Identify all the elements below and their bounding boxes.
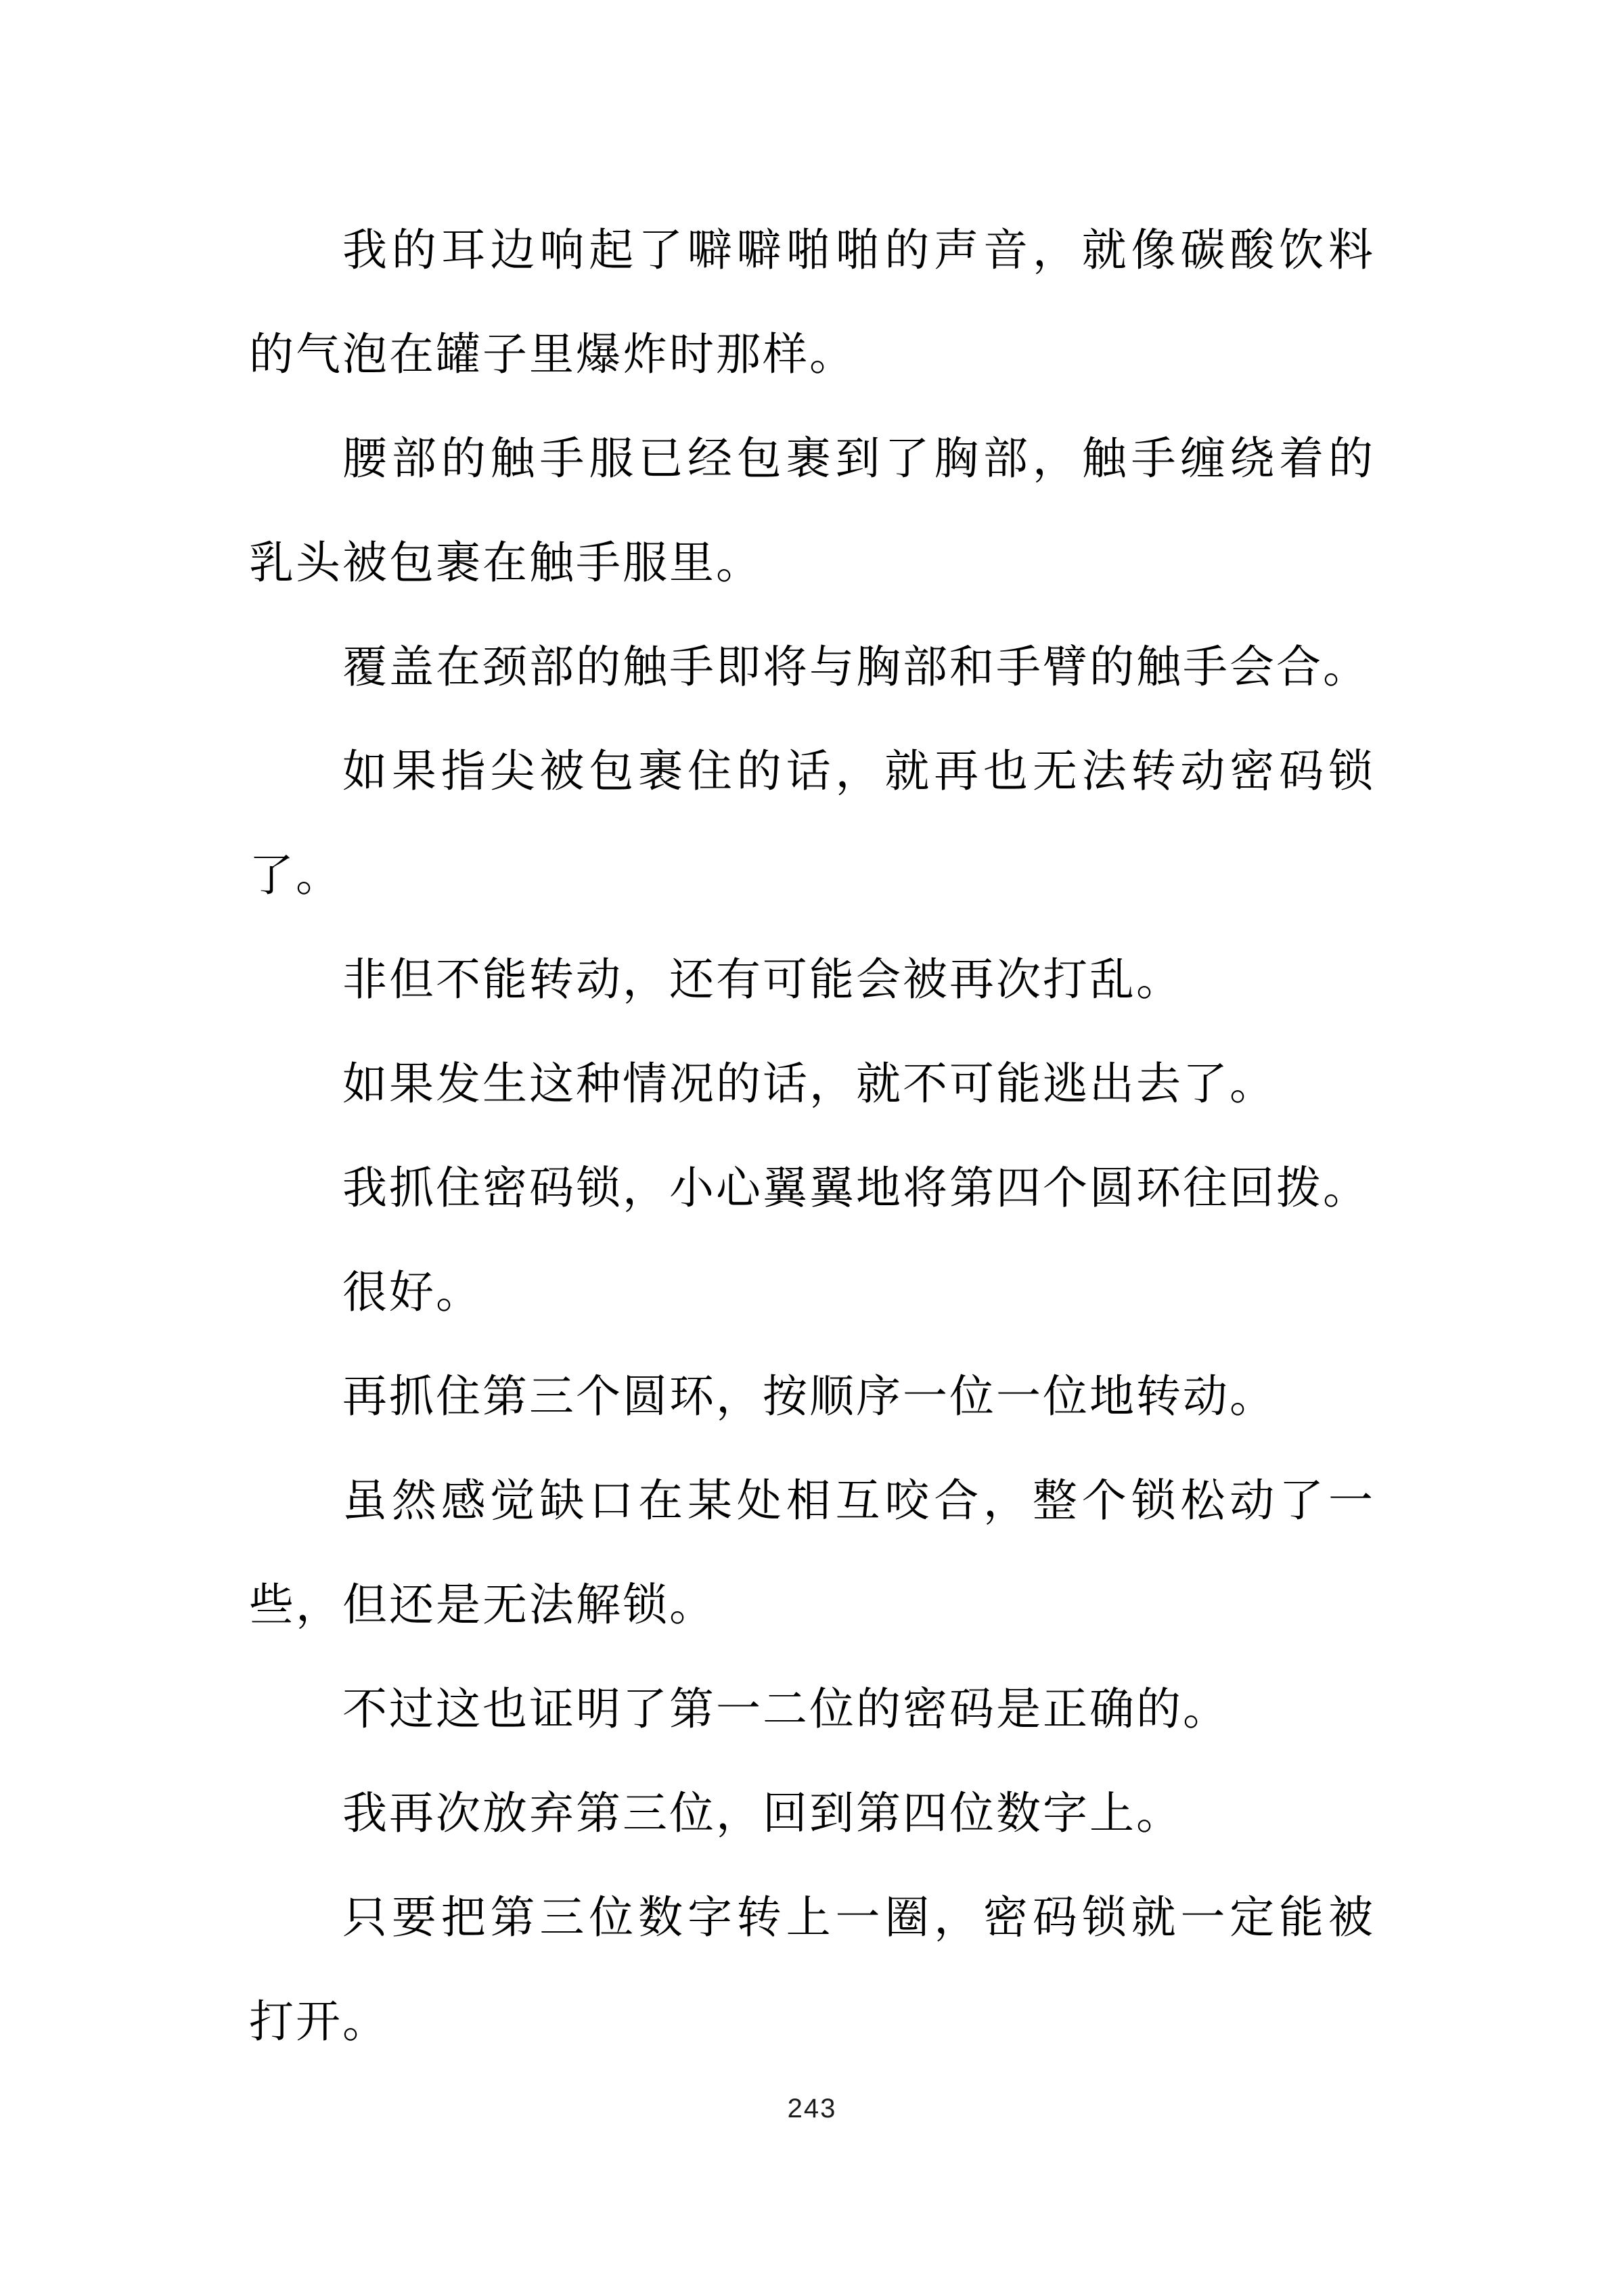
text-line: 些，但还是无法解锁。 <box>249 1581 716 1630</box>
text-line: 很好。 <box>342 1268 482 1318</box>
text-line: 了。 <box>249 851 342 901</box>
text-line: 再抓住第三个圆环，按顺序一位一位地转动。 <box>342 1372 1276 1422</box>
text-line: 打开。 <box>249 1998 389 2047</box>
page-number: 243 <box>787 2094 837 2123</box>
body-text <box>249 199 1375 2075</box>
text-line: 腰部的触手服已经包裹到了胸部，触手缠绕着的 <box>342 434 1375 484</box>
text-line: 乳头被包裹在触手服里。 <box>249 539 763 588</box>
text-line: 我再次放弃第三位，回到第四位数字上。 <box>342 1789 1183 1839</box>
text-line: 覆盖在颈部的触手即将与胸部和手臂的触手会合。 <box>342 643 1370 692</box>
text-line: 如果发生这种情况的话，就不可能逃出去了。 <box>342 1060 1276 1109</box>
text-line: 只要把第三位数字转上一圈，密码锁就一定能被 <box>342 1893 1375 1943</box>
text-line: 非但不能转动，还有可能会被再次打乱。 <box>342 955 1183 1005</box>
text-line: 我的耳边响起了噼噼啪啪的声音，就像碳酸饮料 <box>342 226 1375 275</box>
text-line: 不过这也证明了第一二位的密码是正确的。 <box>342 1685 1230 1734</box>
text-line: 的气泡在罐子里爆炸时那样。 <box>249 330 856 380</box>
text-line: 如果指尖被包裹住的话，就再也无法转动密码锁 <box>342 747 1375 796</box>
text-line: 我抓住密码锁，小心翼翼地将第四个圆环往回拨。 <box>342 1164 1370 1213</box>
text-line: 虽然感觉缺口在某处相互咬合，整个锁松动了一 <box>342 1477 1375 1526</box>
